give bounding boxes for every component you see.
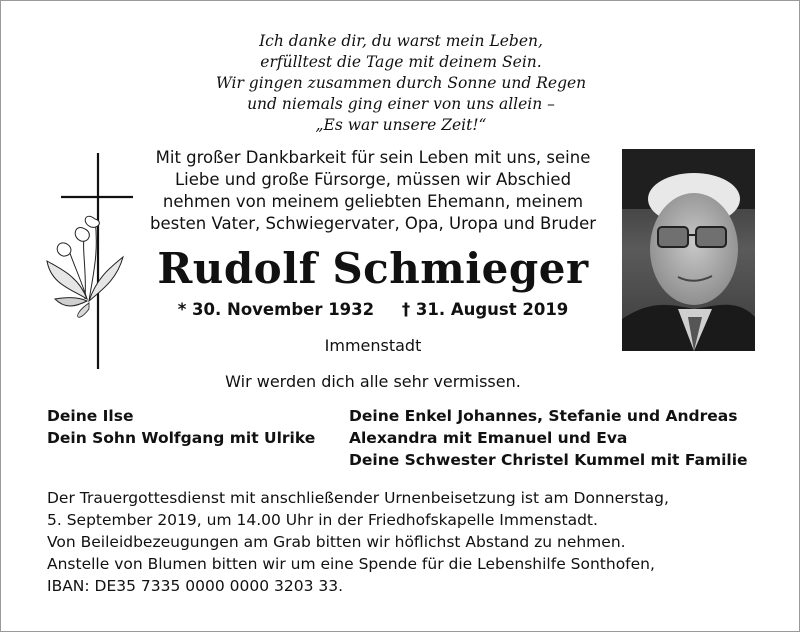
family-left-column <box>47 405 337 449</box>
deceased-name: Rudolf Schmieger <box>157 244 589 293</box>
intro-line: Liebe und große Fürsorge, müssen wir Abschied <box>174 170 572 189</box>
family-right-column <box>349 405 769 471</box>
poem-line: „Es war unsere Zeit!“ <box>315 116 487 134</box>
place-name: Immenstadt <box>324 336 422 355</box>
poem-line: erfülltest die Tage mit deinem Sein. <box>260 53 542 71</box>
intro-text <box>133 147 613 235</box>
family-member: Dein Sohn Wolfgang mit Ulrike <box>47 429 316 447</box>
poem-line: und niemals ging einer von uns allein – <box>247 95 555 113</box>
family-member: Alexandra mit Emanuel und Eva <box>349 429 628 447</box>
family-member: Deine Ilse <box>47 407 134 425</box>
family-member: Deine Schwester Christel Kummel mit Familie <box>349 451 748 469</box>
intro-line: besten Vater, Schwiegervater, Opa, Uropa und Bruder <box>149 214 597 233</box>
birth-date: * 30. November 1932 <box>177 300 375 319</box>
notice-line: 5. September 2019, um 14.00 Uhr in der Friedhofskapelle Immenstadt. <box>47 511 598 529</box>
intro-line: nehmen von meinem geliebten Ehemann, meinem <box>162 192 584 211</box>
death-date: † 31. August 2019 <box>401 300 569 319</box>
notice-line: Der Trauergottesdienst mit anschließender Urnenbeisetzung ist am Donnerstag, <box>47 489 669 507</box>
poem-line: Wir gingen zusammen durch Sonne und Regen <box>215 74 587 92</box>
poem <box>171 31 631 136</box>
cross-with-calla-lilies-icon <box>41 149 141 371</box>
closing-line: Wir werden dich alle sehr vermissen. <box>225 372 521 391</box>
portrait-photo <box>622 149 755 351</box>
notice-line: Von Beileidbezeugungen am Grab bitten wir höflichst Abstand zu nehmen. <box>47 533 626 551</box>
notice-line: Anstelle von Blumen bitten wir um eine Spende für die Lebenshilfe Sonthofen, <box>47 555 655 573</box>
notice-line: IBAN: DE35 7335 0000 0000 3203 33. <box>47 577 344 595</box>
intro-line: Mit großer Dankbarkeit für sein Leben mit uns, seine <box>155 148 591 167</box>
family-member: Deine Enkel Johannes, Stefanie und Andreas <box>349 407 738 425</box>
service-notice <box>47 487 767 597</box>
poem-line: Ich danke dir, du warst mein Leben, <box>259 32 543 50</box>
life-dates <box>151 299 595 321</box>
